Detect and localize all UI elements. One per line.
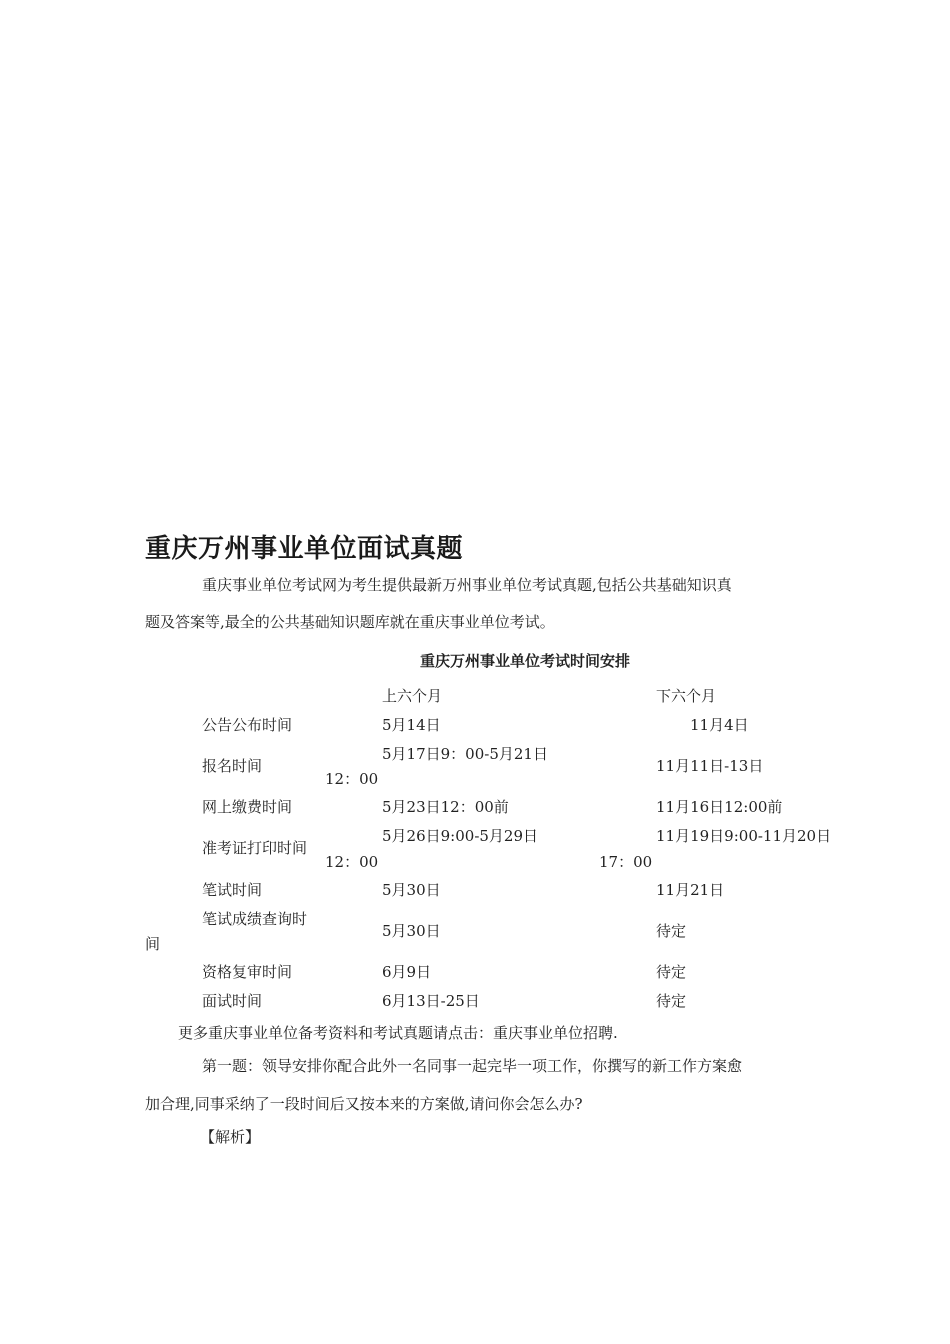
table-row-label: 网上缴费时间	[202, 798, 293, 816]
table-cell-second-cont: 17：00	[599, 853, 653, 871]
more-info-link-text[interactable]: 更多重庆事业单位备考资料和考试真题请点击：重庆事业单位招聘.	[178, 1024, 618, 1042]
analysis-label: 【解析】	[200, 1128, 261, 1146]
table-cell-second: 待定	[656, 963, 687, 981]
table-cell-first: 5月23日12：00前	[382, 798, 509, 816]
table-cell-second: 11月11日-13日	[656, 757, 764, 775]
table-cell-first: 5月26日9:00-5月29日	[382, 827, 539, 845]
table-cell-first: 5月17日9：00-5月21日	[382, 745, 548, 763]
header-first-half: 上六个月	[382, 687, 443, 705]
table-row-label: 笔试成绩查询时	[202, 910, 308, 928]
table-cell-second: 待定	[656, 992, 687, 1010]
table-cell-first-cont: 12：00	[325, 770, 379, 788]
table-row-label-cont: 间	[145, 935, 161, 953]
header-second-half: 下六个月	[656, 687, 717, 705]
question-line-2: 加合理,同事采纳了一段时间后又按本来的方案做,请问你会怎么办?	[145, 1095, 583, 1113]
page-title: 重庆万州事业单位面试真题	[145, 534, 464, 564]
table-cell-first: 6月13日-25日	[382, 992, 480, 1010]
table-cell-first: 5月30日	[382, 922, 441, 940]
table-row-label: 报名时间	[202, 757, 263, 775]
intro-paragraph-line-2: 题及答案等,最全的公共基础知识题库就在重庆事业单位考试。	[145, 613, 555, 631]
table-row-label: 公告公布时间	[202, 716, 293, 734]
table-cell-second: 待定	[656, 922, 687, 940]
table-row-label: 面试时间	[202, 992, 263, 1010]
table-cell-first-cont: 12：00	[325, 853, 379, 871]
table-cell-second: 11月16日12:00前	[656, 798, 783, 816]
table-cell-first: 5月30日	[382, 881, 441, 899]
table-cell-first: 5月14日	[382, 716, 441, 734]
question-line-1: 第一题：领导安排你配合此外一名同事一起完毕一项工作，你撰写的新工作方案愈	[202, 1057, 743, 1075]
schedule-title: 重庆万州事业单位考试时间安排	[420, 652, 631, 670]
intro-paragraph-line-1: 重庆事业单位考试网为考生提供最新万州事业单位考试真题,包括公共基础知识真	[202, 576, 732, 594]
table-cell-second: 11月4日	[690, 716, 749, 734]
table-cell-second: 11月19日9:00-11月20日	[656, 827, 832, 845]
table-row-label: 笔试时间	[202, 881, 263, 899]
table-row-label: 资格复审时间	[202, 963, 293, 981]
table-row-label: 准考证打印时间	[202, 839, 308, 857]
table-cell-second: 11月21日	[656, 881, 725, 899]
table-cell-first: 6月9日	[382, 963, 432, 981]
